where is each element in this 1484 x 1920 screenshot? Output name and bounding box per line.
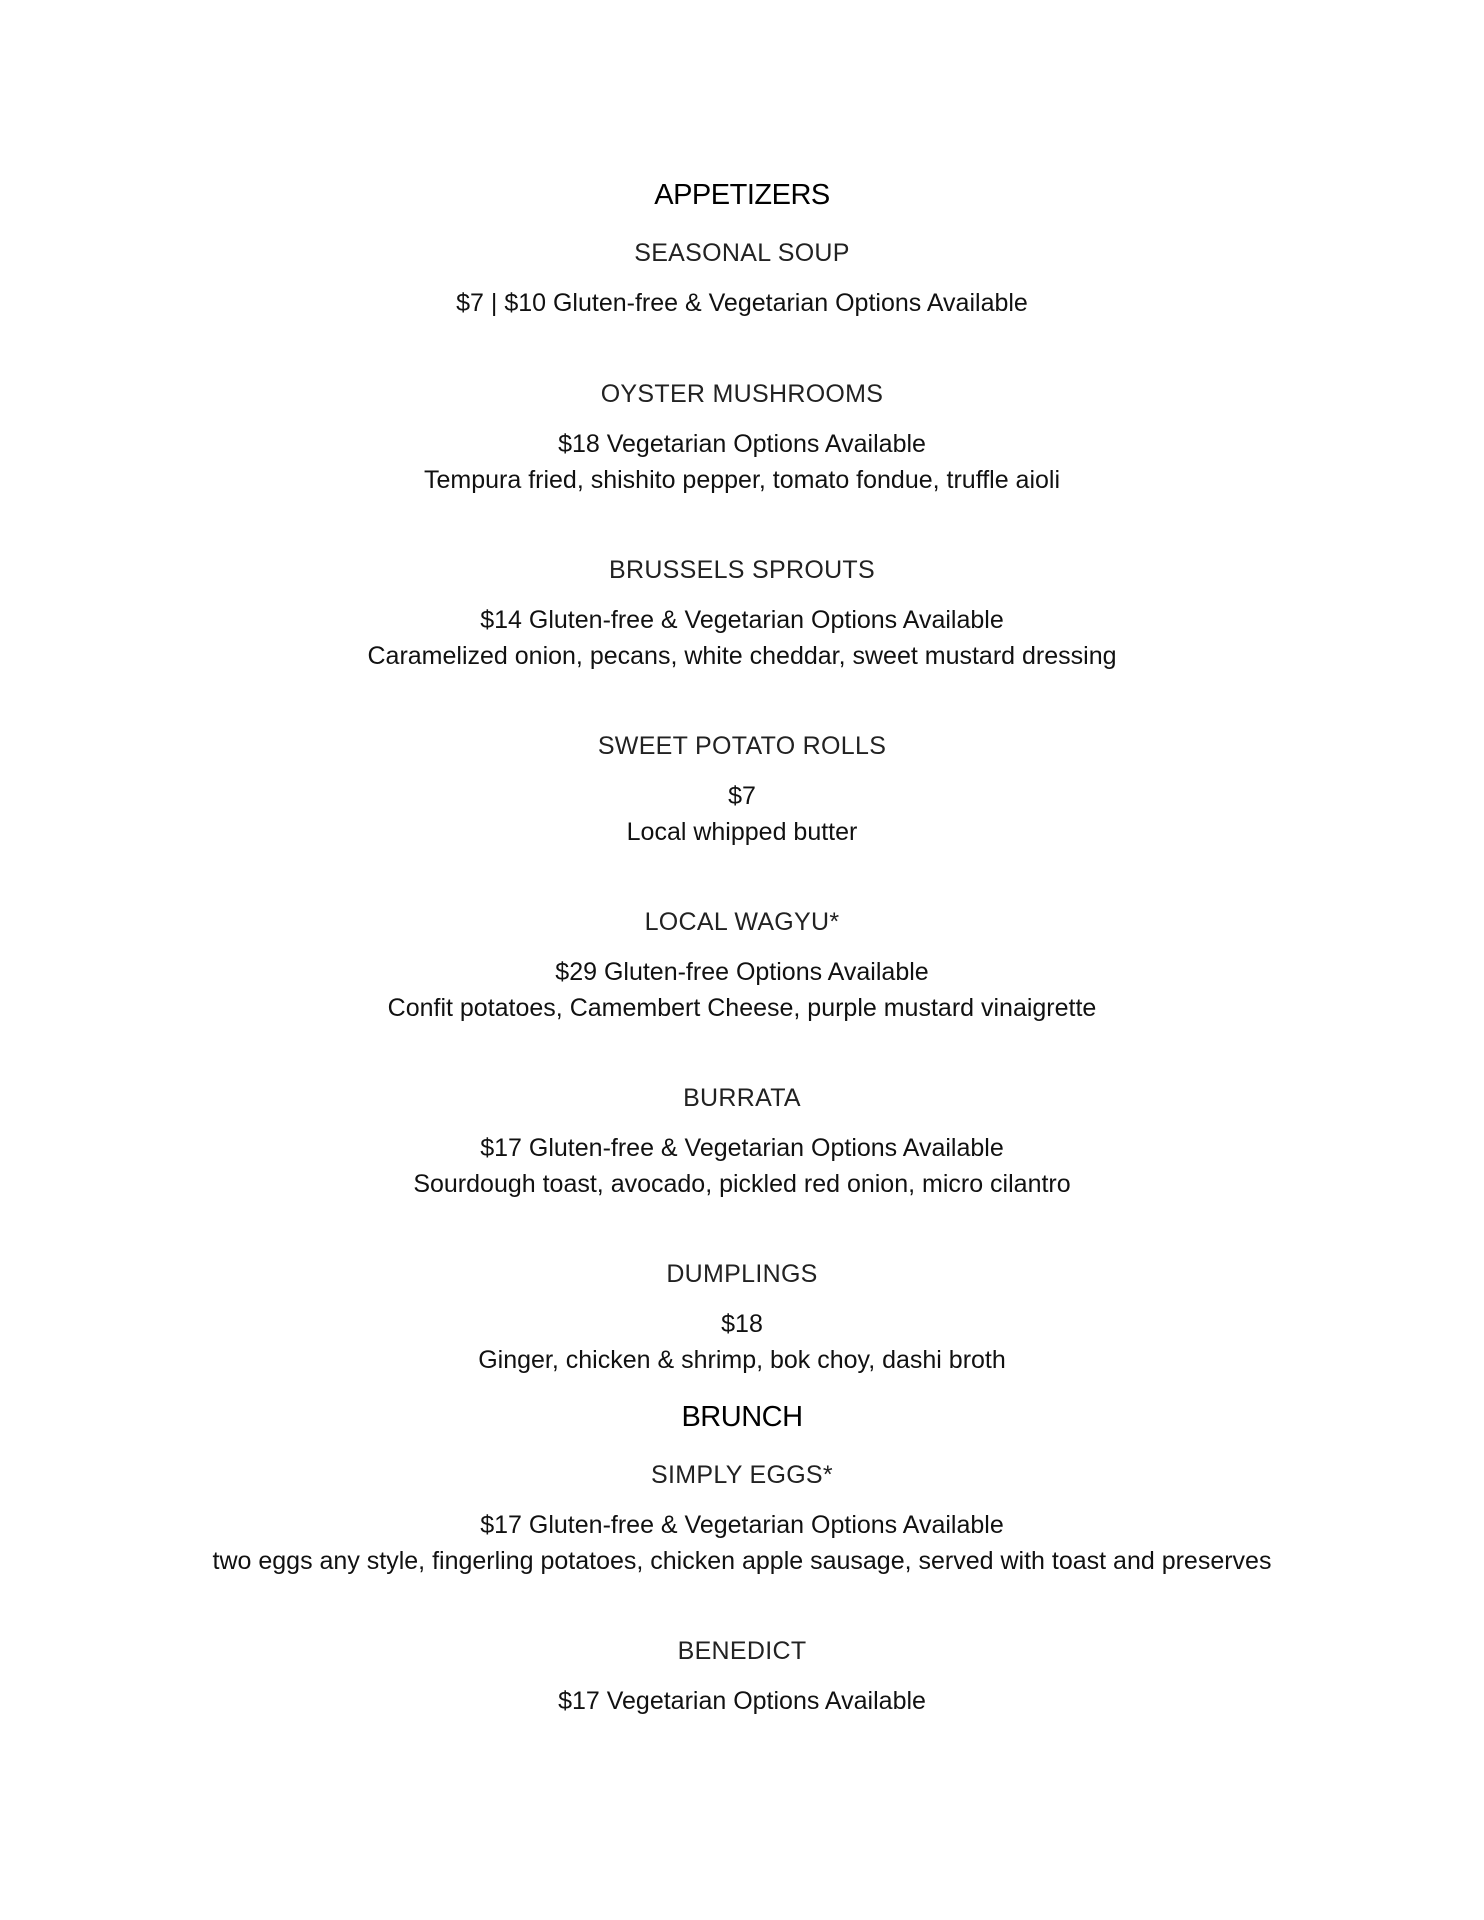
item-price-local-wagyu: $29 Gluten-free Options Available — [555, 958, 929, 986]
item-desc-brussels-sprouts: Caramelized onion, pecans, white cheddar, sweet mustard dressing — [367, 642, 1117, 670]
item-name-oyster-mushrooms: OYSTER MUSHROOMS — [600, 380, 884, 408]
item-name-benedict: BENEDICT — [677, 1637, 807, 1665]
item-name-burrata: BURRATA — [683, 1084, 801, 1112]
item-name-simply-eggs: SIMPLY EGGS* — [651, 1461, 833, 1489]
item-price-simply-eggs: $17 Gluten-free & Vegetarian Options Available — [480, 1511, 1004, 1539]
item-price-oyster-mushrooms: $18 Vegetarian Options Available — [558, 430, 926, 458]
item-price-brussels-sprouts: $14 Gluten-free & Vegetarian Options Available — [480, 606, 1004, 634]
section-title-brunch: BRUNCH — [681, 1401, 803, 1433]
item-name-brussels-sprouts: BRUSSELS SPROUTS — [609, 556, 875, 584]
item-price-sweet-potato-rolls: $7 — [728, 782, 756, 810]
item-name-seasonal-soup: SEASONAL SOUP — [634, 239, 850, 267]
item-price-benedict: $17 Vegetarian Options Available — [558, 1687, 926, 1715]
item-name-local-wagyu: LOCAL WAGYU* — [644, 908, 840, 936]
item-price-seasonal-soup: $7 | $10 Gluten-free & Vegetarian Options Available — [456, 289, 1028, 317]
item-price-dumplings: $18 — [721, 1310, 763, 1338]
item-name-sweet-potato-rolls: SWEET POTATO ROLLS — [597, 732, 887, 760]
section-title-appetizers: APPETIZERS — [654, 179, 830, 211]
item-price-burrata: $17 Gluten-free & Vegetarian Options Available — [480, 1134, 1004, 1162]
item-desc-oyster-mushrooms: Tempura fried, shishito pepper, tomato fondue, truffle aioli — [423, 466, 1061, 494]
item-desc-burrata: Sourdough toast, avocado, pickled red onion, micro cilantro — [413, 1170, 1071, 1198]
item-desc-local-wagyu: Confit potatoes, Camembert Cheese, purple mustard vinaigrette — [387, 994, 1097, 1022]
item-desc-dumplings: Ginger, chicken & shrimp, bok choy, dashi broth — [478, 1346, 1006, 1374]
item-name-dumplings: DUMPLINGS — [666, 1260, 818, 1288]
item-desc-simply-eggs: two eggs any style, fingerling potatoes, chicken apple sausage, served with toast and preserves — [212, 1547, 1272, 1575]
item-desc-sweet-potato-rolls: Local whipped butter — [626, 818, 858, 846]
